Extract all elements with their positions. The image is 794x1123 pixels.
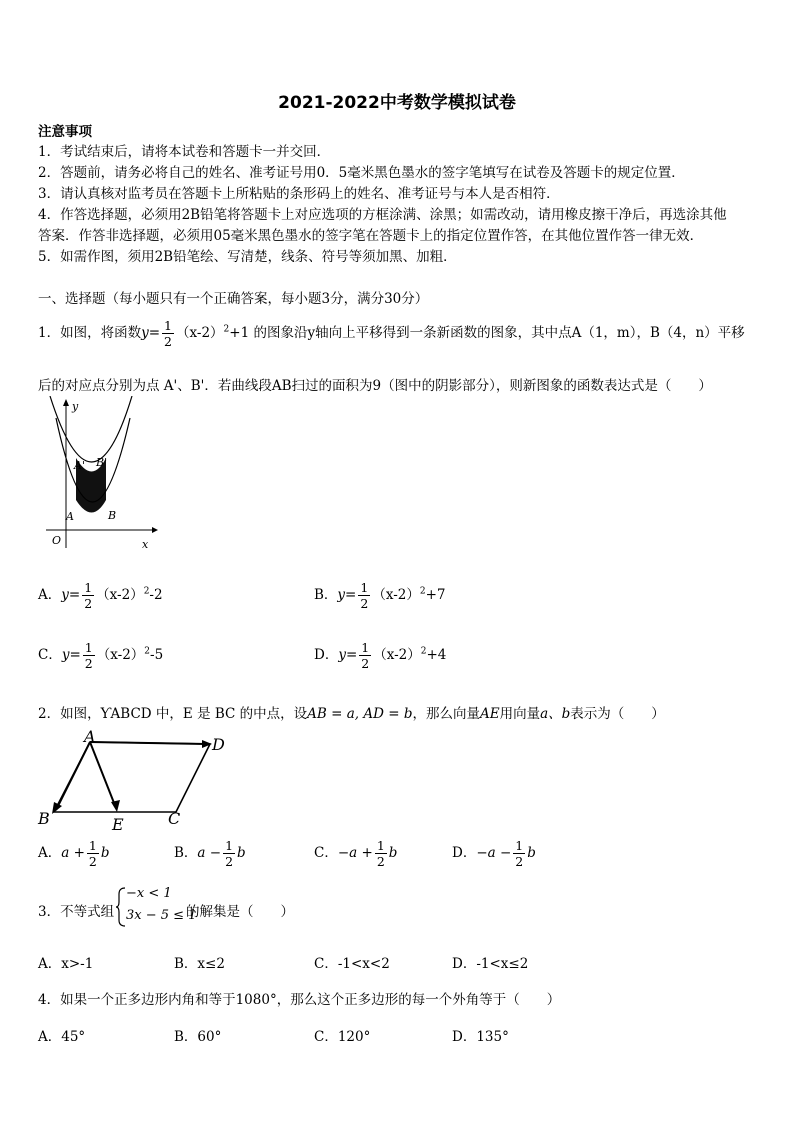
arrowhead-icon xyxy=(111,800,120,812)
option-4a[interactable]: A．45° xyxy=(38,1029,86,1045)
question-2: 2．如图，ƳABCD 中，E 是 BC 的中点，设AB = a, AD = b，那么向量AE用向量a、b表示为（ ） xyxy=(38,706,665,722)
page-title: 2021-2022中考数学模拟试卷 xyxy=(278,93,516,113)
inequality-2: 3x − 5 ≤ 1 xyxy=(126,908,197,923)
notice-item: 5．如需作图，须用2B铅笔绘、写清楚，线条、符号等须加黑、加粗． xyxy=(38,249,457,265)
label-a: A xyxy=(66,510,74,523)
notice-item: 3．请认真核对监考员在答题卡上所粘贴的条形码上的姓名、准考证号与本人是否相符． xyxy=(38,186,560,202)
option-3b[interactable]: B．x≤2 xyxy=(174,956,225,972)
question-3-post: 的解集是（ ） xyxy=(186,904,294,920)
option-2a[interactable]: A．a + $\frac{1}{2}$ b xyxy=(38,838,110,869)
label-a: A xyxy=(84,730,96,746)
label-d: D xyxy=(212,735,225,754)
label-origin: O xyxy=(52,534,62,547)
x-axis-arrow-icon xyxy=(152,527,158,533)
notice-heading: 注意事项 xyxy=(38,124,92,140)
label-b: B xyxy=(38,809,50,828)
option-3a[interactable]: A．x>-1 xyxy=(38,956,94,972)
option-2d[interactable]: D．−a − $\frac{1}{2}$ b xyxy=(452,838,536,869)
label-e: E xyxy=(112,815,124,834)
inequality-1: −x < 1 xyxy=(126,886,172,901)
q2-figure xyxy=(32,730,232,834)
option-3c[interactable]: C．-1<x<2 xyxy=(314,956,390,972)
q1-figure xyxy=(36,396,166,556)
option-4d[interactable]: D．135° xyxy=(452,1029,509,1045)
option-4b[interactable]: B．60° xyxy=(174,1029,222,1045)
arrowhead-icon xyxy=(202,740,212,748)
option-1b[interactable]: B．y= $\frac{1}{2}$ $(x-2)^2+7$ xyxy=(314,580,446,611)
option-1c[interactable]: C．y= $\frac{1}{2}$ $(x-2)^2-5$ xyxy=(38,640,164,671)
option-1a[interactable]: A．y= $\frac{1}{2}$ $(x-2)^2-2$ xyxy=(38,580,163,611)
notice-item: 2．答题前，请务必将自己的姓名、准考证号用0．5毫米黑色墨水的签字笔填写在试卷及答题卡的规定位置． xyxy=(38,165,685,181)
question-4: 4．如果一个正多边形内角和等于1080°，那么这个正多边形的每一个外角等于（ ） xyxy=(38,992,561,1008)
label-a-prime: A' xyxy=(74,459,85,472)
option-4c[interactable]: C．120° xyxy=(314,1029,371,1045)
label-b-prime: B' xyxy=(96,456,108,469)
label-y: y xyxy=(72,400,79,413)
question-3-pre: 3．不等式组 xyxy=(38,904,115,920)
label-x: x xyxy=(142,538,149,551)
shifted-parabola xyxy=(50,396,132,462)
vector-ae xyxy=(90,742,116,808)
option-2c[interactable]: C．−a + $\frac{1}{2}$ b xyxy=(314,838,398,869)
parallelogram xyxy=(54,742,210,812)
label-b: B xyxy=(108,509,117,522)
section-heading: 一、选择题（每小题只有一个正确答案，每小题3分，满分30分） xyxy=(38,291,429,307)
vector-ad xyxy=(90,742,206,744)
option-1d[interactable]: D．y= $\frac{1}{2}$ $(x-2)^2+4$ xyxy=(314,640,447,671)
question-1-line2: 后的对应点分别为点 A'、B'．若曲线段AB扫过的面积为9（图中的阴影部分），则新图象的函数表达式是（ ） xyxy=(38,378,712,394)
fraction: $\frac{1}{2}$ xyxy=(164,318,172,349)
vector-ab xyxy=(56,742,90,810)
notice-item: 1．考试结束后，请将本试卷和答题卡一并交回． xyxy=(38,144,331,160)
y-axis-arrow-icon xyxy=(63,399,69,406)
notice-item: 4．作答选择题，必须用2B铅笔将答题卡上对应选项的方框涂满、涂黑；如需改动，请用橡皮擦干净后，再选涂其他 xyxy=(38,207,727,223)
option-3d[interactable]: D．-1<x≤2 xyxy=(452,956,529,972)
notice-item: 答案．作答非选择题，必须用05毫米黑色墨水的签字笔在答题卡上的指定位置作答，在其他位置作答一律无效． xyxy=(38,228,704,244)
label-c: C xyxy=(168,809,181,828)
option-2b[interactable]: B．a − $\frac{1}{2}$ b xyxy=(174,838,246,869)
question-1: 1．如图，将函数y= $\frac{1}{2}$ $(x-2)^2+1$ 的图象沿y轴向上平移得到一条新函数的图象，其中点A（1，m），B（4，n）平移 xyxy=(38,318,745,349)
